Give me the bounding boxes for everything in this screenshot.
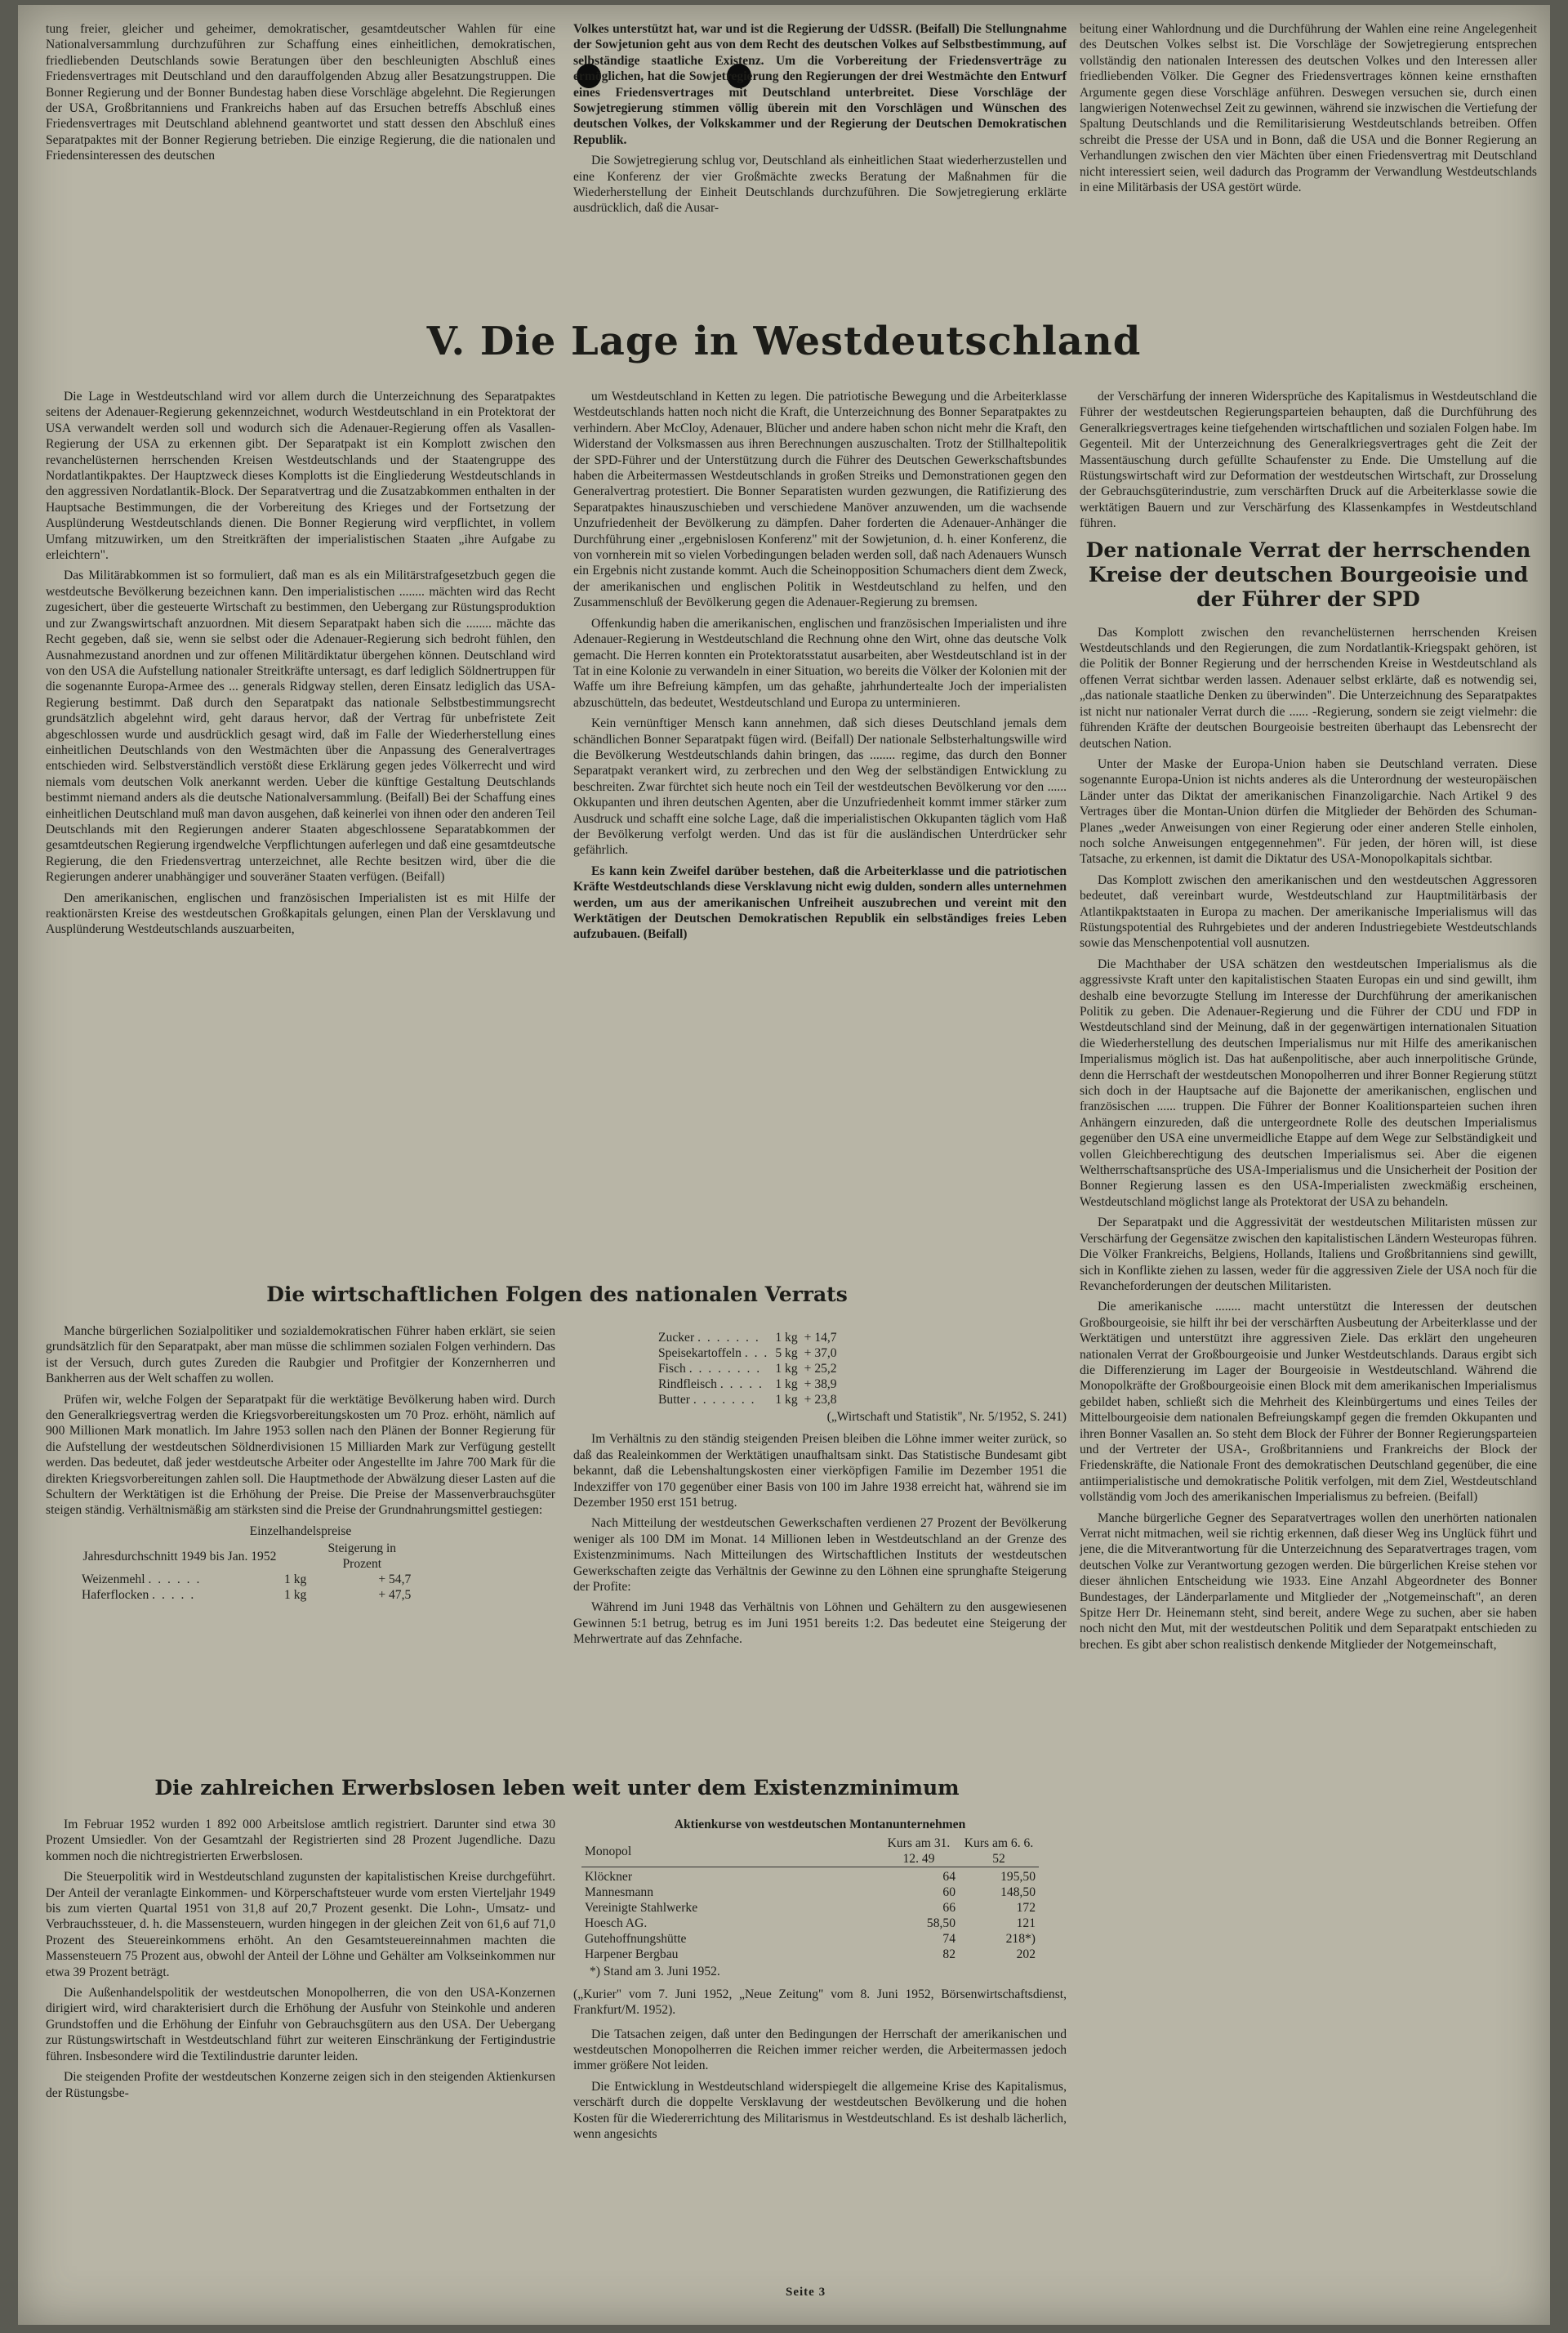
table-header: Monopol <box>585 1844 632 1858</box>
price-table <box>78 1541 414 1603</box>
table-row: Weizenmehl . . . . . . 1 kg + 54,7 <box>82 1572 412 1587</box>
table-title: Einzelhandelspreise <box>249 1523 352 1538</box>
table-row: Speisekartoffeln . . . 5 kg + 37,0 <box>658 1346 837 1360</box>
table-row: Gutehoffnungshütte 74 218*) <box>585 1932 1036 1947</box>
table-header: Kurs am 31. 12. 49 <box>887 1836 951 1867</box>
table-header: Jahresdurchschnitt 1949 bis Jan. 1952 <box>82 1549 277 1564</box>
section1-column-2 <box>573 389 1067 948</box>
paragraph: Die Machthaber der USA schätzen den westdeutschen Imperialismus als die aggressivste Kraft unter den kapitalistischen Staaten Europas ein und sind gewillt, ihm deshalb eine bevorzugte Stellung im Interesse der Durchführung der amerikanischen Politik zu geben. Die Adenauer-Regierung und die Führer der CDU und FDP in Westdeutschland sind der Meinung, daß in der gegenwärtigen internationalen Situation die Wiederherstellung des deutschen Imperialismus nur mit Hilfe des amerikanischen Imperialismus möglich ist. Das hat außenpolitische, aber auch innerpolitische Gründe, denn die Herrschaft der westdeutschen Monopolherren und ihrer Bonner Regierung stützt sich doch in der Hauptsache auf die Bajonette der amerikanischen, englischen und französischen ...... truppen. Die Führer der Bonner Koalitionsparteien suchen ihren Anhängern einzureden, daß die untergeordnete Rolle des deutschen Imperialismus gegenüber den USA eine unvermeidliche Etappe auf dem Wege zur Selbständigkeit und vollen Gleichberechtigung des deutschen Imperialismus sei. Aber die eigenen Weltherrschaftsansprüche des USA-Imperialismus und die Unsicherheit der Position der Bonner Regierung lassen es den USA-Imperialisten zweckmäßig erscheinen, Westdeutschland möglichst lange als Protektorat der USA zu behandeln. <box>1080 957 1537 1209</box>
newspaper-page <box>18 5 1550 2325</box>
paragraph: Manche bürgerlichen Sozialpolitiker und sozialdemokratischen Führer haben erklärt, sie seien grundsätzlich für den Separatpakt, aber man müsse die schlimmen sozialen Folgen verhindern. Das ist der Versuch, durch gutes Zureden die Raubgier und Profitgier der Konzernherren und Bankherren aus der Welt schaffen zu wollen. <box>46 1324 555 1386</box>
table-row: Butter . . . . . . . 1 kg + 23,8 <box>658 1393 837 1407</box>
table-row: Harpener Bergbau 82 202 <box>585 1947 1036 1962</box>
section1-column-3 <box>1080 389 1537 1657</box>
paragraph: Das Komplott zwischen den revanchelüsternen herrschenden Kreisen Westdeutschlands und den Regierungen, die zum Nordatlantik-Kriegspakt gehören, ist die Politik der Bonner Regierung und der herrschenden Kreise in Westdeutschland als offenen Verrat sichtbar werden lassen. Adenauer selbst erklärte, daß es notwendig sei, „das nationale staatliche Denken zu überwinden". Die Unterzeichnung des Separatpaktes ist nicht nur nationaler Verrat durch die ...... -Regierung, sondern sie zeigt vielmehr: die führenden Kräfte der deutschen Bourgeoisie bestreiten überhaupt das Lebensrecht der deutschen Nation. <box>1080 625 1537 751</box>
paragraph: Die Außenhandelspolitik der westdeutschen Monopolherren, die von den USA-Konzernen dirigiert wird, wird charakterisiert durch die Erhöhung der Ausfuhr von Steinkohle und anderen Grundstoffen und die Erhöhung der Einfuhr von Gebrauchsgütern aus den USA. Der Uebergang zur Rüstungswirtschaft in Westdeutschland führt zur weiteren Einschränkung der Fertigindustrie führen. Insbesondere wird die Textilindustrie darunter leiden. <box>46 1986 555 2063</box>
paragraph: Die Lage in Westdeutschland wird vor allem durch die Unterzeichnung des Separatpaktes seitens der Adenauer-Regierung gekennzeichnet, wodurch Westdeutschland in ein Protektorat der USA verwandelt werden soll und wodurch sich die Adenauer-Regierung offen als Vasallen-Regierung der USA zu erkennen gibt. Der Separatpakt ist ein Komplott zwischen den revanchelüsternen herrschenden Kreisen Westdeutschlands und der Staatengruppe des Nordatlantikpaktes. Der Hauptzweck dieses Komplotts ist die Eingliederung Westdeutschlands in den aggressiven Nordatlantik-Block. Der Separatvertrag und die Zusatzabkommen enthalten in der Hauptsache Bestimmungen, die der Vorbereitung des Krieges und der Fortsetzung der Ausplünderung Westdeutschlands dienen. Die Bonner Regierung wird verpflichtet, in vollem Umfang mitzuwirken, um den Streitkräften der imperialistischen Staaten „ihre Aufgabe zu erleichtern". <box>46 390 555 563</box>
paragraph: Manche bürgerliche Gegner des Separatvertrages wollen den unerhörten nationalen Verrat nicht mitmachen, weil sie richtig erkennen, daß dieser Weg ins Unglück führt und jene, die die Mitverantwortung für die Unterzeichnung des Separatvertrages tragen, vom deutschen Volke zur Verantwortung gezogen werden. Die bürgerlichen Kreise stehen vor dieser ähnlichen Entscheidung wie 1933. Eine Anzahl Abgeordneter des Bonner Bundestages, der Länderparlamente und Mitglieder der „Notgemeinschaft", an deren Spitze Herr Dr. Heinemann steht, sind bereit, andere Wege zu suchen, aber sie haben noch nicht den Mut, mit der westdeutschen Politik und dem Separatpakt entschieden zu brechen. Es gibt aber schon realistisch denkende Mitglieder der Notgemeinschaft, <box>1080 1510 1537 1652</box>
table-row: Rindfleisch . . . . . 1 kg + 38,9 <box>658 1377 837 1391</box>
top-column-3 <box>1080 21 1537 200</box>
table-row: Fisch . . . . . . . . 1 kg + 25,2 <box>658 1362 837 1376</box>
paragraph: um Westdeutschland in Ketten zu legen. Die patriotische Bewegung und die Arbeiterklasse Westdeutschlands hatten noch nicht die Kraft, die Unterzeichnung des Bonner Separatpaktes zu verhindern. Aber McCloy, Adenauer, Blücher und andere haben schon nicht mehr die Kraft, den Widerstand der Volksmassen aus ihren Berechnungen auszuschalten. Trotz der Stillhaltepolitik der SPD-Führer und der Unterstützung durch die Führer des Deutschen Gewerkschaftsbundes haben die Arbeitermassen Westdeutschlands in großen Streiks und Demonstrationen gegen den Generalvertrag protestiert. Die Bonner Separatisten wurden gezwungen, die Ratifizierung des Separatpaktes hinauszuschieben und verschiedene Manöver anzuwenden, um die wachsende Unzufriedenheit der Bevölkerung zu dämpfen. Daher forderten die Adenauer-Anhänger die Durchführung einer „ergebnislosen Konferenz" mit der Sowjetunion, d. h. einer Konferenz, die von vornherein mit so vielen Vorbedingungen beladen werden soll, daß nach Adenauers Wunsch ein Ergebnis nicht zustande kommt. Auch die Scheinopposition Schumachers dient dem Zweck, der amerikanischen und englischen Politik in Westdeutschland zu helfen, und den Zusammenschluß der Bevölkerung gegen die Adenauer-Regierung zu bremsen. <box>573 390 1067 610</box>
paragraph: Die Steuerpolitik wird in Westdeutschland zugunsten der kapitalistischen Kreise durchgeführt. Der Anteil der veranlagte Einkommen- und Körperschaftsteuer wurde vom ersten Vierteljahr 1949 bis zum vierten Quartal 1951 von 31,8 auf 20,7 Prozent gesenkt. Die Lohn-, Umsatz- und Verbrauchssteuer, d. h. die Massensteuern, wurden hingegen in der gleichen Zeit von 61,6 auf 71,0 Prozent des Steuereinkommens erhöht. An den Gesamtsteuereinnahmen machten die Massensteuern 75 Prozent aus, obwohl der Anteil der Löhne und Gehälter am Volkseinkommen nur etwa 39 Prozent beträgt. <box>46 1870 555 1979</box>
paragraph: Nach Mitteilung der westdeutschen Gewerkschaften verdienen 27 Prozent der Bevölkerung weniger als 100 DM im Monat. 14 Millionen leben in Westdeutschland an der Grenze des Existenzminimums. Nach Mitteilungen des Wirtschaftlichen Instituts der westdeutschen Gewerkschaften zeigte das Verhältnis der Gewinne zu den Löhnen eine sprunghafte Steigerung der Profite: <box>573 1516 1067 1595</box>
paragraph: Im Verhältnis zu den ständig steigenden Preisen bleiben die Löhne immer weiter zurück, so daß das Realeinkommen der Werktätigen unaufhaltsam sinkt. Das Statistische Bundesamt gibt bekannt, daß die Lebenshaltungskosten einer vierköpfigen Familie im Dezember 1951 die Indexziffer von 170 gegenüber einer Basis von 100 im Jahre 1938 erreicht hat, während sie im Dezember 1950 erst 151 betrug. <box>573 1432 1067 1510</box>
paragraph: Kein vernünftiger Mensch kann annehmen, daß sich dieses Deutschland jemals dem schändlichen Bonner Separatpakt fügen wird. (Beifall) Der nationale Selbsterhaltungswille wird die Bevölkerung Westdeutschlands dahin bringen, das ........ regime, das durch den Bonner Separatpakt verankert wird, zu zerbrechen und den Weg der selbständigen Entwicklung zu beschreiten. Zwar fürchtet sich heute noch ein Teil der westdeutschen Bevölkerung vor den ...... Okkupanten und ihren deutschen Agenten, aber die Unzufriedenheit kommt immer stärker zum Ausdruck und schafft eine solche Lage, daß die imperialistischen Okkupanten täglich vom Haß der Bevölkerung verfolgt werden. Und das ist für die ausländischen Unterdrücker sehr gefährlich. <box>573 716 1067 858</box>
table-row: Zucker . . . . . . . 1 kg + 14,7 <box>658 1331 837 1345</box>
paragraph: beitung einer Wahlordnung und die Durchführung der Wahlen eine reine Angelegenheit des Deutschen Volkes selbst ist. Die Vorschläge der Sowjetregierung entsprechen vollständig den nationalen Interessen des deutschen Volkes und den Interessen aller friedliebenden Völker. Die Gegner des Friedensvertrages können keine ernsthaften Argumente gegen diese Vorschläge anführen. Deswegen versuchen sie, durch einen langwierigen Notenwechsel Zeit zu gewinnen, während sie inzwischen die Vertiefung der Spaltung Deutschlands und die Remilitarisierung Westdeutschlands betreiben. Offen schreibt die Presse der USA und in Bonn, daß die USA und die Bonner Regierung an Verhandlungen zwischen den vier Mächten über einen Friedensvertrag mit Deutschland nicht interessiert seien, weil dadurch das Programm der Verwandlung Westdeutschlands in eine Militärbasis der USA gestört würde. <box>1080 22 1537 195</box>
paragraph: tung freier, gleicher und geheimer, demokratischer, gesamtdeutscher Wahlen für eine Nationalversammlung durchzuführen zur Schaffung eines einheitlichen, demokratischen, friedliebenden Deutschlands sowie Beratungen über den beschleunigten Abschluß eines Friedensvertrages mit Deutschland und den darauffolgenden Abzug aller Besatzungstruppen. Die Bonner Regierung und der Bonner Bundestag haben diese Vorschläge abgelehnt. Die Regierungen der USA, Großbritanniens und Frankreichs haben auf das Ersuchen betreffs Abschluß eines Friedensvertrages mit Deutschland ablehnend geantwortet und statt dessen den Abschluß eines Separatpaktes mit der Bonner Regierung betrieben. Die einzige Regierung, die die nationalen und Friedensinteressen des deutschen <box>46 22 555 163</box>
paragraph: Prüfen wir, welche Folgen der Separatpakt für die werktätige Bevölkerung haben wird. Durch den Generalkriegsvertrag werden die Kriegsvorbereitungskosten um 70 Proz. erhöht, nämlich auf 900 Millionen Mark monatlich. Im Jahre 1953 sollen nach den Plänen der Bonner Regierung für die Aufstellung der westdeutschen Söldnerdivisionen 15 Milliarden Mark zur Verfügung gestellt werden. Das bedeutet, daß jeder westdeutsche Arbeiter oder Angestellte im Jahre 700 Mark für die direkten Kriegsvorbereitungen zahlen soll. Die Hauptmethode der Abwälzung dieser Lasten auf die Schultern der Werktätigen ist die Erhöhung der Preise. Die Preise der Massenverbrauchsgüter steigen ständig. Verhältnismäßig am stärksten sind die Preise der Grundnahrungsmittel gestiegen: <box>46 1392 555 1518</box>
paragraph: Das Komplott zwischen den amerikanischen und den westdeutschen Aggressoren bedeutet, daß vereinbart wurde, Westdeutschland zur Hauptmilitärbasis der Atlantikpaktstaaten in Europa zu machen. Der amerikanische Imperialismus will das Rüstungspotential des Ruhrgebietes und der anderen Industriegebiete Westdeutschlands sowie das Menschenpotential voll ausnutzen. <box>1080 872 1537 951</box>
paragraph: Die Entwicklung in Westdeutschland widerspiegelt die allgemeine Krise des Kapitalismus, verschärft durch die doppelte Versklavung der westdeutschen Bevölkerung und die hohen Kosten für die Wiedererrichtung des Militarismus in Westdeutschland. Es ist deshalb lächerlich, wenn angesichts <box>573 2079 1067 2142</box>
table-source: („Wirtschaft und Statistik", Nr. 5/1952, S. 241) <box>826 1410 1067 1424</box>
stock-table <box>581 1836 1039 1962</box>
paragraph: Es kann kein Zweifel darüber bestehen, daß die Arbeiterklasse und die patriotischen Kräfte Westdeutschlands diese Versklavung nicht ewig dulden, sondern alles unternehmen werden, um aus der amerikanischen Unfreiheit auszubrechen und vereint mit den Werktätigen der Deutschen Demokratischen Republik ein selbständiges freies Leben aufzubauen. (Beifall) <box>573 863 1067 942</box>
section1-column-1 <box>46 389 555 943</box>
page-number: Seite 3 <box>786 2286 826 2299</box>
paragraph: Die Sowjetregierung schlug vor, Deutschland als einheitlichen Staat wiederherzustellen und eine Konferenz der vier Großmächte zwecks Beratung der Maßnahmen für die Wiederherstellung der Einheit Deutschlands durchzuführen. Die Sowjetregierung erklärte ausdrücklich, daß die Ausar- <box>573 154 1067 216</box>
table-title: Aktienkurse von westdeutschen Montanunternehmen <box>674 1818 966 1831</box>
paragraph: Das Militärabkommen ist so formuliert, daß man es als ein Militärstrafgesetzbuch gegen die westdeutsche Bevölkerung bezeichnen kann. Den imperialistischen ........ mächten wird das Recht zugesichert, über die gesteuerte Wirtschaft zu bestimmen, den Uebergang zur Rüstungsproduktion und zur Zwangswirtschaft anzuordnen. Mit diesem Separatpakt haben sich die ........ mächte das Recht gegeben, daß sie, wenn sie selbst oder die Adenauer-Regierung sich bedroht fühlen, den Ausnahmezustand anordnen und zur offenen Militärdiktatur übergehen können. Deutschland wird von den USA die Aufstellung nationaler Streitkräfte untersagt, es darf lediglich Söldnertruppen für die sogenannte Europa-Armee des ... generals Ridgway stellen, deren Einsatz lediglich das USA-Regierung bestimmt. Daß durch den Separatpakt das nationale Selbstbestimmungsrecht grundsätzlich abgelehnt wird, geht daraus hervor, daß der Vertrag für unbefristete Zeit abgeschlossen wurde und ausdrücklich gesagt wird, daß im Falle der Wiederherstellung eines einheitlichen Deutschlands von den Westmächten über die Anpassung des Generalvertrages entschieden wird. Selbstverständlich verstößt diese Erklärung gegen jedes Völkerrecht und wird niemals vom deutschen Volk anerkannt werden. Ueber die künftige Gestaltung Deutschlands bestimmt niemand anders als die deutsche Nationalversammlung. (Beifall) Bei der Schaffung eines einheitlichen Deutschland muß man davon ausgehen, daß keinerlei von ihnen oder den anderen Teil Deutschlands mit den Regierungen anderer Staaten abgeschlossene Separatabkommen der gesamtdeutschen Regierung irgendwelche Verpflichtungen auferlegen und daß eine gesamtdeutsche Regierung, die den Friedensvertrag unterzeichnet, alle Rechte besitzen wird, über die die Regierungen anderer unabhängiger und souveräner Staaten verfügen. (Beifall) <box>46 569 555 885</box>
paragraph: Volkes unterstützt hat, war und ist die Regierung der UdSSR. (Beifall) Die Stellungnahme der Sowjetunion geht aus von dem Recht des deutschen Volkes auf Selbstbestimmung, auf selbständige staatliche Existenz. Um die Vorbereitung der Friedensverträge zu ermöglichen, hat die Sowjetregierung den Regierungen der drei Westmächte den Entwurf eines Friedensvertrages mit Deutschland unterbreitet. Diese Vorschläge der Sowjetregierung stimmen völlig überein mit den Vorschlägen und Wünschen des deutschen Volkes, der Volkskammer und der Regierung der Deutschen Demokratischen Republik. <box>573 22 1067 147</box>
section2-column-2 <box>573 1330 1067 1653</box>
paragraph: Während im Juni 1948 das Verhältnis von Löhnen und Gehältern zu den ausgewiesenen Gewinnen 5:1 betrug, betrug es im Juni 1951 bereits 1:2. Das bedeutet eine Steigerung der Mehrwertrate auf das Zehnfache. <box>573 1600 1067 1647</box>
table-source: („Kurier" vom 7. Juni 1952, „Neue Zeitung" vom 8. Juni 1952, Börsenwirtschaftsdienst, Frankfurt/M. 1952). <box>573 1987 1067 2018</box>
section-headline: V. Die Lage in Westdeutschland <box>426 319 1142 364</box>
table-row: Vereinigte Stahlwerke 66 172 <box>585 1901 1036 1916</box>
section3-column-1 <box>46 1817 555 2106</box>
subheadline: Die zahlreichen Erwerbslosen leben weit unter dem Existenzminimum <box>154 1776 960 1800</box>
paragraph: der Verschärfung der inneren Widersprüche des Kapitalismus in Westdeutschland die Führer der westdeutschen Regierungsparteien behaupten, daß die Durchführung des Generalkriegsvertrages keine tiefgehenden wirtschaftlichen und sozialen Folgen habe. Im Gegenteil. Mit der Unterzeichnung des Generalkriegsvertrages geht die Zeit der Massentäuschung durch gefüllte Schaufenster zu Ende. Die Umstellung auf die Rüstungswirtschaft wird zur Deformation der westdeutschen Wirtschaft, zur Drosselung der Gebrauchsgüterindustrie, zum verschärften Druck auf die Arbeiterklasse sowie die werktätigen Bauern und zur Verschärfung des Klassenkampfes in Westdeutschland führen. <box>1080 390 1537 531</box>
table-header: Steigerung in Prozent <box>327 1541 397 1572</box>
paragraph: Unter der Maske der Europa-Union haben sie Deutschland verraten. Diese sogenannte Europa-Union ist nichts anderes als die Unterordnung der westeuropäischen Länder unter das Diktat der amerikanischen Finanzoligarchie. Nach Artikel 9 des Vertrages über die Montan-Union dürfen die Mitglieder der Behörden des Schuman-Planes „weder Anweisungen von einer Regierung oder einer anderen Stelle einholen, noch solche Anweisungen entgegennehmen". Für jeden, der hören will, ist diese Tatsache, zu erkennen, ist damit die Diktatur des USA-Monopolkapitals sichtbar. <box>1080 756 1537 867</box>
paragraph: Die steigenden Profite der westdeutschen Konzerne zeigen sich in den steigenden Aktienkursen der Rüstungsbe- <box>46 2070 555 2100</box>
section3-column-2 <box>573 1817 1067 2147</box>
table-note: *) Stand am 3. Juni 1952. <box>590 1965 720 1979</box>
table-row: Klöckner 64 195,50 <box>585 1870 1036 1885</box>
paragraph: Die amerikanische ........ macht unterstützt die Interessen der deutschen Großbourgeoisie, sie hilft ihr bei der verschärften Ausbeutung der Arbeiterklasse und der Werktätigen und unterstützt ihre aggressiven Ziele. Das erklärt den ungeheuren nationalen Verrat der Großbourgeoisie und Junker Westdeutschlands. Daraus ergibt sich die Differenzierung im Lager der Bourgeoisie in Westdeutschland. Während die Monopolkräfte der Großbourgeoisie einen Block mit dem amerikanischen Imperialismus gebildet haben, schließt sich die Mehrheit des Kleinbürgertums und eines Teiles der Mittelbourgeoisie dem nationalen Befreiungskampf gegen die fremden Okkupanten und ihren Bonner Vasallen an. So steht dem Block der Führer der Bonner Regierungsparteien und der Vertreter der USA-, Großbritanniens und Frankreichs der Block der Friedenskräfte, die Nationale Front des demokratischen Deutschland gegenüber, die eine antiimperialistische und demokratische Politik verfolgen, mit dem Ziel, Westdeutschland vollständig vom Joch des amerikanischen Imperialismus zu befreien. (Beifall) <box>1080 1300 1537 1505</box>
paragraph: Im Februar 1952 wurden 1 892 000 Arbeitslose amtlich registriert. Darunter sind etwa 30 Prozent Umsiedler. Von der Gesamtzahl der Registrierten sind 28 Prozent Jugendliche. Dazu kommen noch die nichtregistrierten Erwerbslosen. <box>46 1818 555 1863</box>
paragraph: Die Tatsachen zeigen, daß unter den Bedingungen der Herrschaft der amerikanischen und westdeutschen Monopolherren die Reichen immer reicher werden, die Arbeitermassen jedoch immer größere Not leiden. <box>573 2027 1067 2073</box>
top-column-1 <box>46 21 555 169</box>
table-header: Kurs am 6. 6. 52 <box>964 1836 1034 1867</box>
top-column-2 <box>573 21 1067 221</box>
paragraph: Der Separatpakt und die Aggressivität der westdeutschen Militaristen müssen zur Verschärfung der Gegensätze zwischen den kapitalistischen Ländern Westeuropas führen. Die Völker Frankreichs, Belgiens, Hollands, Italiens und Großbritanniens sind gewillt, sich in Konflikte ziehen zu lassen, weder für die aggressiven Ziele der USA noch für die Revancheforderungen der deutschen Militaristen. <box>1080 1216 1537 1293</box>
paragraph: Den amerikanischen, englischen und französischen Imperialisten ist es mit Hilfe der reaktionärsten Kreise des westdeutschen Großkapitals gelungen, einen Plan der Versklavung und Ausplünderung Westdeutschlands auszuarbeiten, <box>46 890 555 937</box>
subheadline: Der nationale Verrat der herrschenden Kreise der deutschen Bourgeoisie und der Führer der SPD <box>1085 538 1531 611</box>
table-row: Mannesmann 60 148,50 <box>585 1885 1036 1900</box>
price-table <box>655 1330 840 1407</box>
section2-column-1 <box>46 1323 555 1603</box>
paragraph: Offenkundig haben die amerikanischen, englischen und französischen Imperialisten und ihre Adenauer-Regierung in Westdeutschland die Rechnung ohne den Wirt, ohne das deutsche Volk gemacht. Die Herren konnten ein Protektoratsstatut ausarbeiten, aber Westdeutschland ist in der Tat in eine Kolonie zu verwandeln in einer Situation, wo bereits die Völker der Kolonien mit der Waffe um ihre Befreiung kämpfen, um das gehaßte, jahrhundertealte Joch der imperialisten abzuschütteln, das bedeutet, Westdeutschland und Europa zu unterminieren. <box>573 616 1067 710</box>
subheadline: Die wirtschaftlichen Folgen des nationalen Verrats <box>266 1282 848 1306</box>
table-row: Hoesch AG. 58,50 121 <box>585 1916 1036 1931</box>
table-row: Haferflocken . . . . . 1 kg + 47,5 <box>82 1588 412 1603</box>
